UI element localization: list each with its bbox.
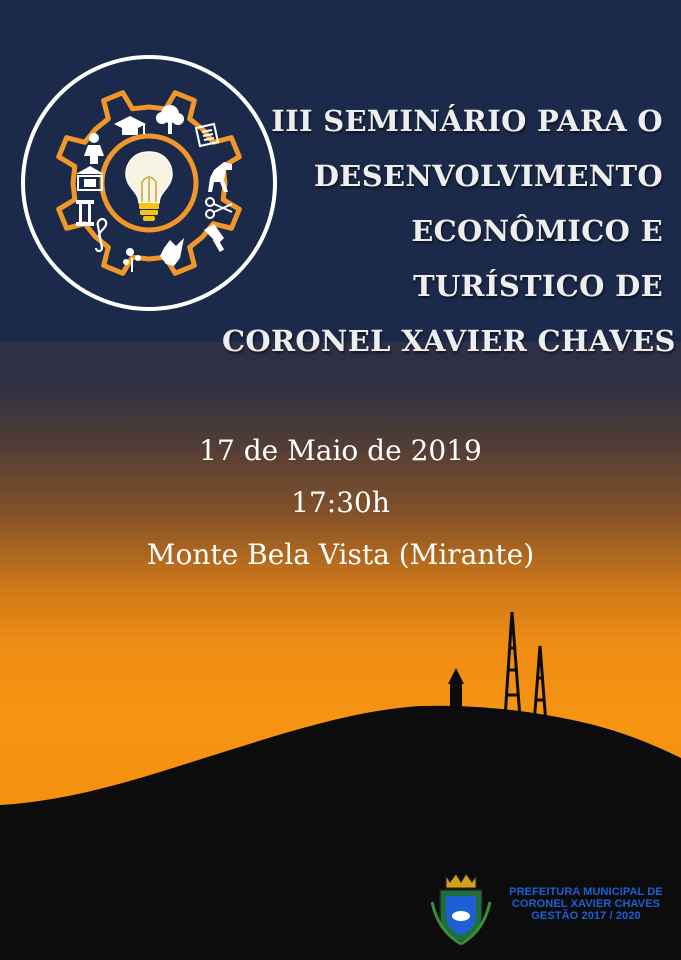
- radio-tower-icon: [534, 646, 546, 724]
- event-date: 17 de Maio de 2019: [199, 434, 482, 467]
- event-location: Monte Bela Vista (Mirante): [146, 538, 535, 571]
- title-line: CORONEL XAVIER CHAVES: [222, 324, 676, 358]
- title-line: DESENVOLVIMENTO: [313, 159, 663, 193]
- event-details: [0, 425, 681, 581]
- coat-of-arms-icon: [430, 872, 492, 948]
- prefeitura-text: [496, 886, 676, 922]
- graduation-cap-icon: [114, 116, 146, 135]
- rooster-icon: [160, 238, 184, 266]
- chapel-icon: [448, 668, 464, 710]
- event-time: 17:30h: [291, 486, 390, 519]
- title-line: TURÍSTICO DE: [413, 269, 663, 303]
- title-line: III SEMINÁRIO PARA O: [271, 104, 663, 138]
- seminar-title: [222, 94, 676, 369]
- radio-tower-icon: [505, 612, 520, 718]
- certificate-icon: [196, 124, 218, 146]
- org-line: GESTÃO 2017 / 2020: [531, 910, 641, 922]
- title-line: ECONÔMICO E: [411, 214, 663, 248]
- column-icon: [76, 200, 94, 226]
- prefeitura-badge: [426, 872, 676, 952]
- org-line: PREFEITURA MUNICIPAL DE: [509, 886, 663, 898]
- org-line: CORONEL XAVIER CHAVES: [511, 898, 661, 910]
- header-band: [0, 0, 681, 358]
